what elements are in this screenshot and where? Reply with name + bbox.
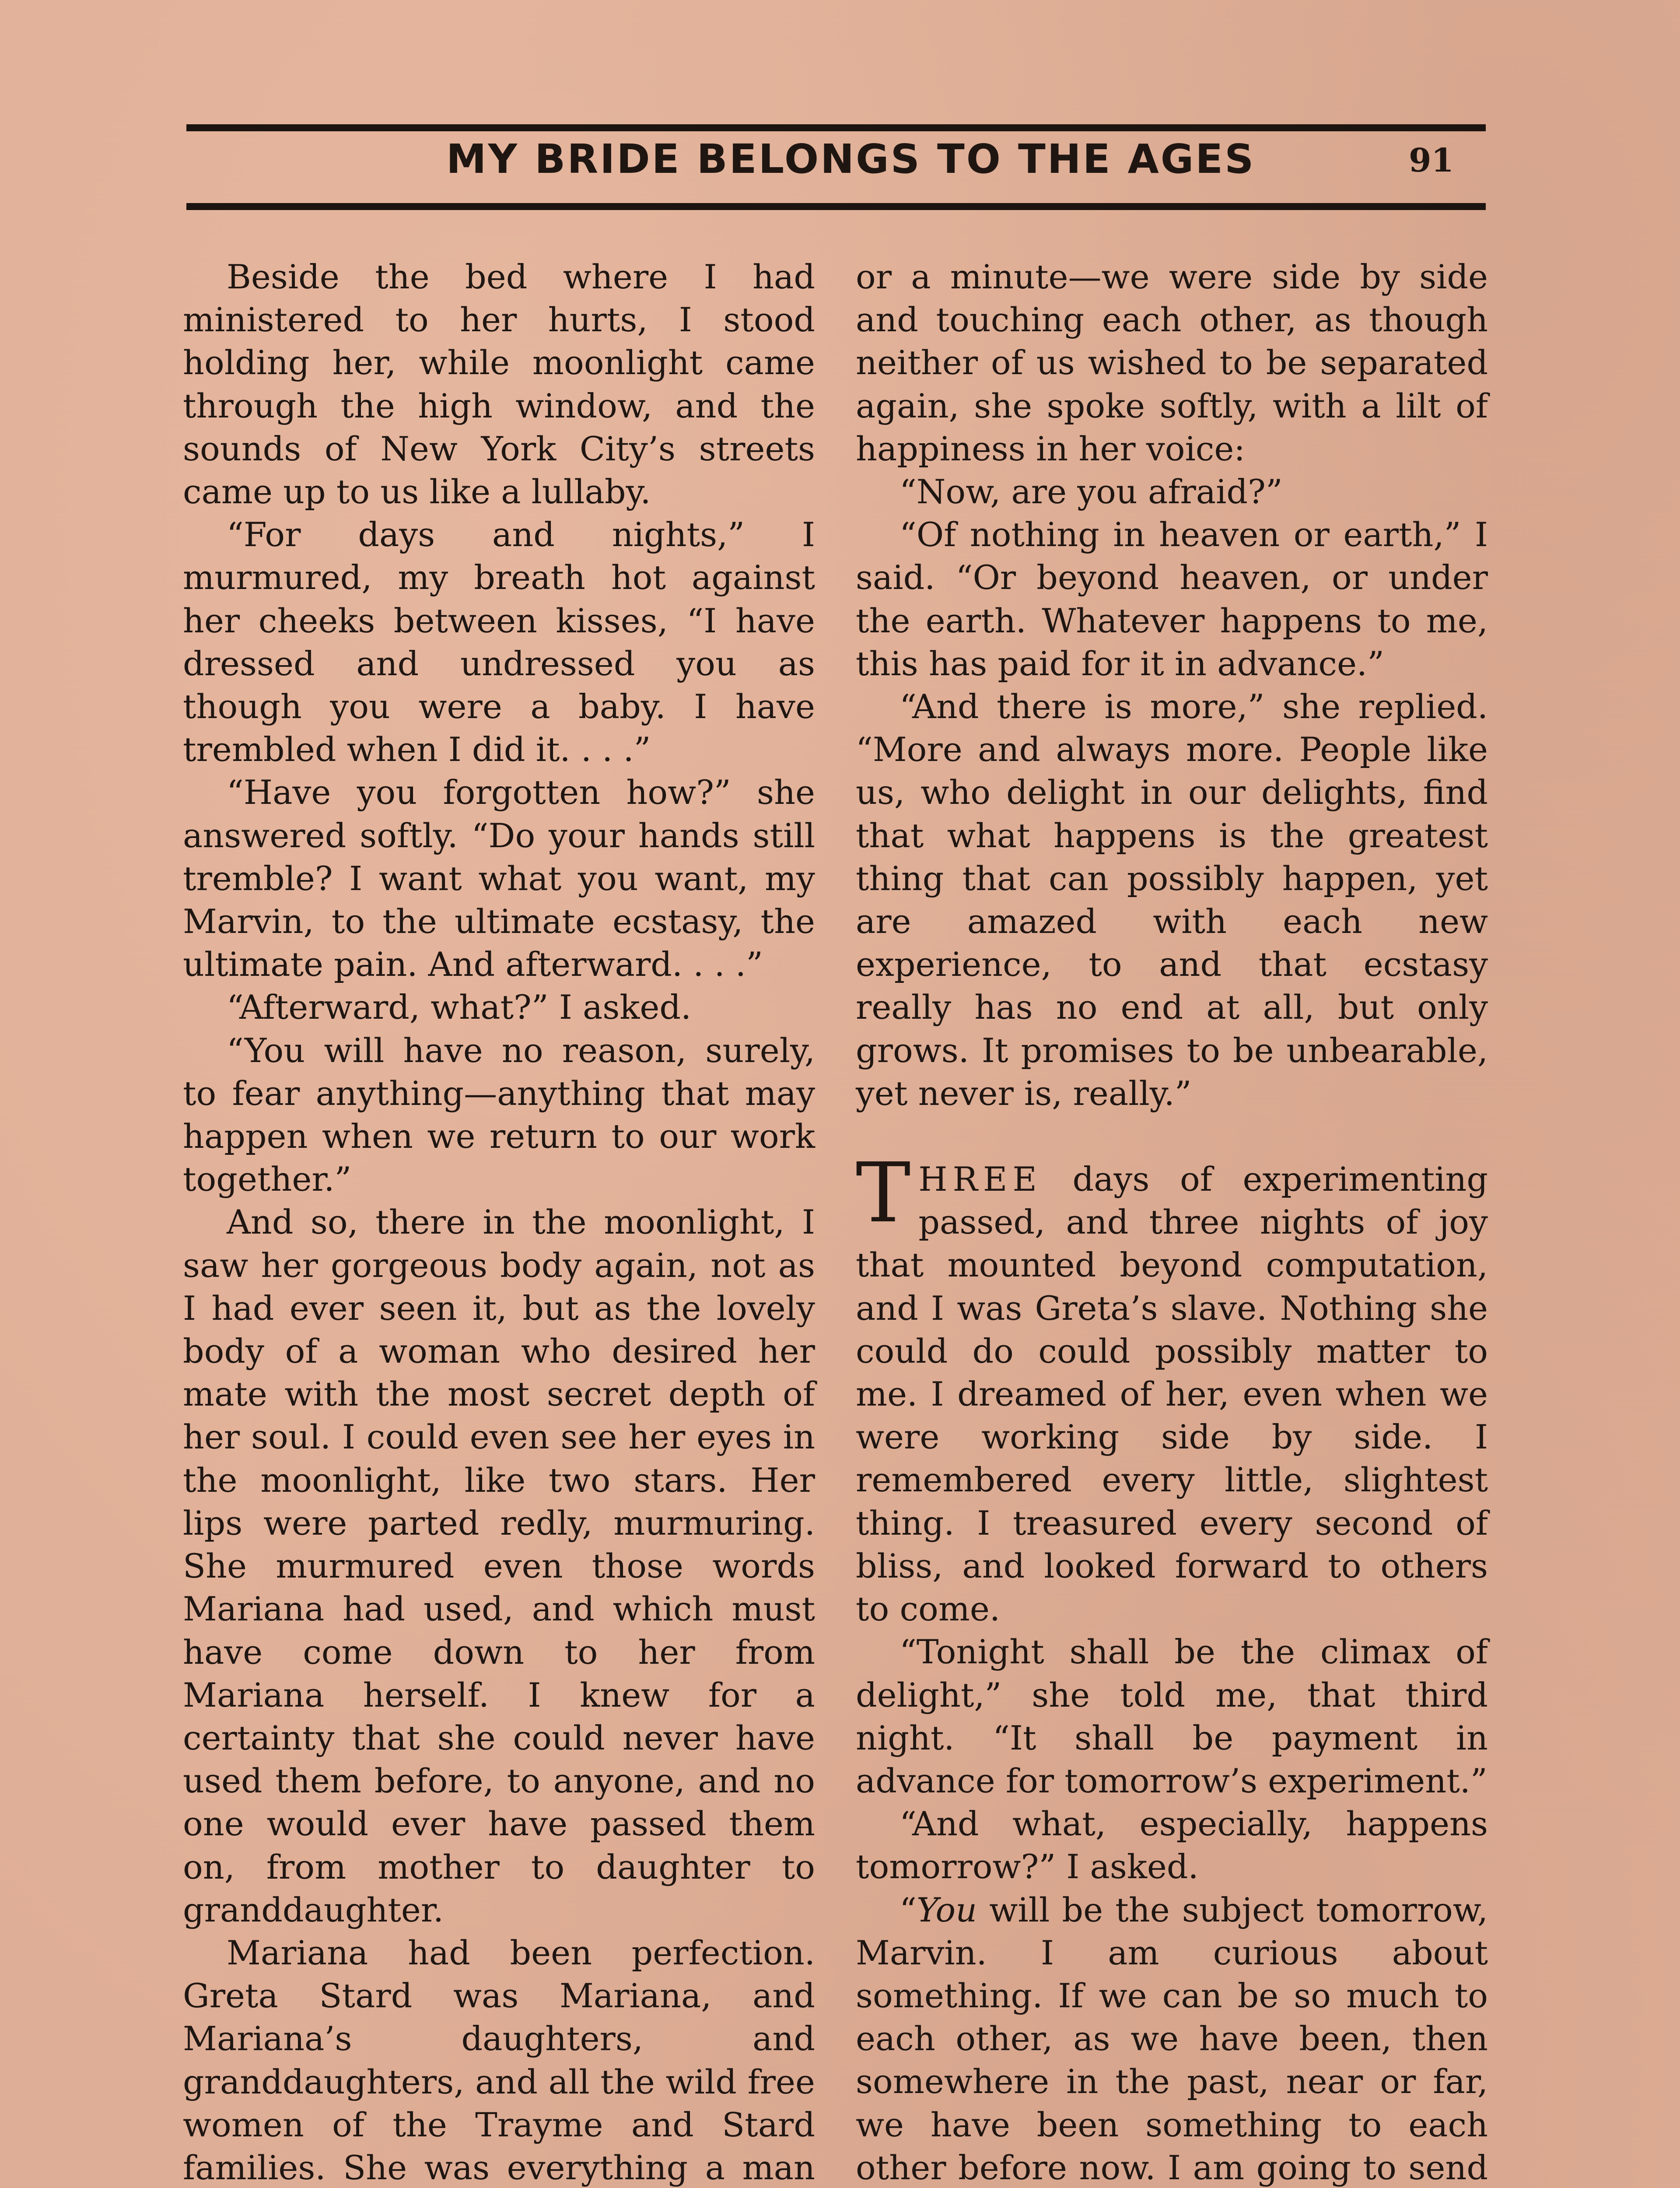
- paragraph: “You will have no reason, surely, to fear anything—anything that may happen when we return to our work together.”: [183, 1031, 815, 1199]
- paragraph: “Afterward, what?” I asked.: [227, 988, 692, 1027]
- paragraph: “And what, especially, happens tomorrow?” I asked.: [856, 1804, 1488, 1886]
- header-rule-bottom: [186, 203, 1486, 210]
- left-column: [183, 256, 815, 2188]
- paragraph: And so, there in the moonlight, I saw her gorgeous body again, not as I had ever seen it, but as the lovely body of a woman who desired her mate with the most secret depth of her soul. I could even see her eyes in the moonlight, like two stars. Her lips were parted redly, murmuring. She murmured even those words Mariana had used, and which must have come down to her from Mariana herself. I knew for a certainty that she could never have used them before, to anyone, and no one would ever have passed them on, from mother to daughter to granddaughter.: [183, 1203, 815, 1929]
- page-number: 91: [1409, 142, 1454, 179]
- section-opening-paragraph: [856, 1145, 1488, 1630]
- paragraph: Beside the bed where I had ministered to her hurts, I stood holding her, while moonlight came through the high window, and the sounds of New York City’s streets came up to us like a lullaby.: [183, 257, 815, 512]
- paragraph: Mariana had been perfection. Greta Stard was Mariana, and Mariana’s daughters, and granddaughters, and all the wild free women of the Trayme and Stard families. She was everything a man: [183, 1933, 815, 2187]
- small-caps-lead: HREE: [918, 1160, 1042, 1199]
- header-rule-top: [186, 124, 1486, 131]
- paragraph: “And there is more,” she replied. “More and always more. People like us, who delight in our delights, find that what happens is the greatest thing that can possibly happen, yet are amazed with each new experience, to and that ecstasy really has no end at all, but only grows. It promises to be unbearable, yet never is, really.”: [856, 687, 1488, 1113]
- paragraph: [856, 1889, 1488, 2188]
- paragraph-text: will be the subject tomorrow, Marvin. I am curious about something. If we can be so much to each other, as we have been, then somewhere in the past, near or far, we have been something to each other before now. I am going to send: [856, 1890, 1488, 2187]
- paragraph: “For days and nights,” I murmured, my breath hot against her cheeks between kisses, “I have dressed and undressed you as though you were a baby. I have trembled when I did it. . . .”: [183, 515, 815, 769]
- paragraph-text: days of experimenting passed, and three nights of joy that mounted beyond computation, and I was Greta’s slave. Nothing she could do could possibly matter to me. I dreamed of her, even when we were working side by side. I remembered every little, slightest thing. I treasured every second of bliss, and looked forward to others to come.: [856, 1160, 1488, 1629]
- drop-cap: T: [856, 1145, 911, 1241]
- paragraph: or a minute—we were side by side and touching each other, as though neither of us wished to be separated again, she spoke softly, with a lilt of happiness in her voice:: [856, 257, 1488, 468]
- italic-word: You: [916, 1890, 977, 1929]
- paragraph: “Now, are you afraid?”: [900, 472, 1283, 512]
- right-column: [856, 256, 1488, 2188]
- running-title: MY BRIDE BELONGS TO THE AGES: [446, 136, 1256, 182]
- paragraph: “Of nothing in heaven or earth,” I said. “Or beyond heaven, or under the earth. Whatever happens to me, this has paid for it in advance.”: [856, 515, 1488, 683]
- paragraph: “Have you forgotten how?” she answered softly. “Do your hands still tremble? I want what you want, my Marvin, to the ultimate ecstasy, the ultimate pain. And afterward. . . .”: [183, 773, 815, 984]
- paragraph: “Tonight shall be the climax of delight,” she told me, that third night. “It shall be payment in advance for tomorrow’s experiment.”: [856, 1632, 1488, 1800]
- open-quote: “: [900, 1890, 917, 1929]
